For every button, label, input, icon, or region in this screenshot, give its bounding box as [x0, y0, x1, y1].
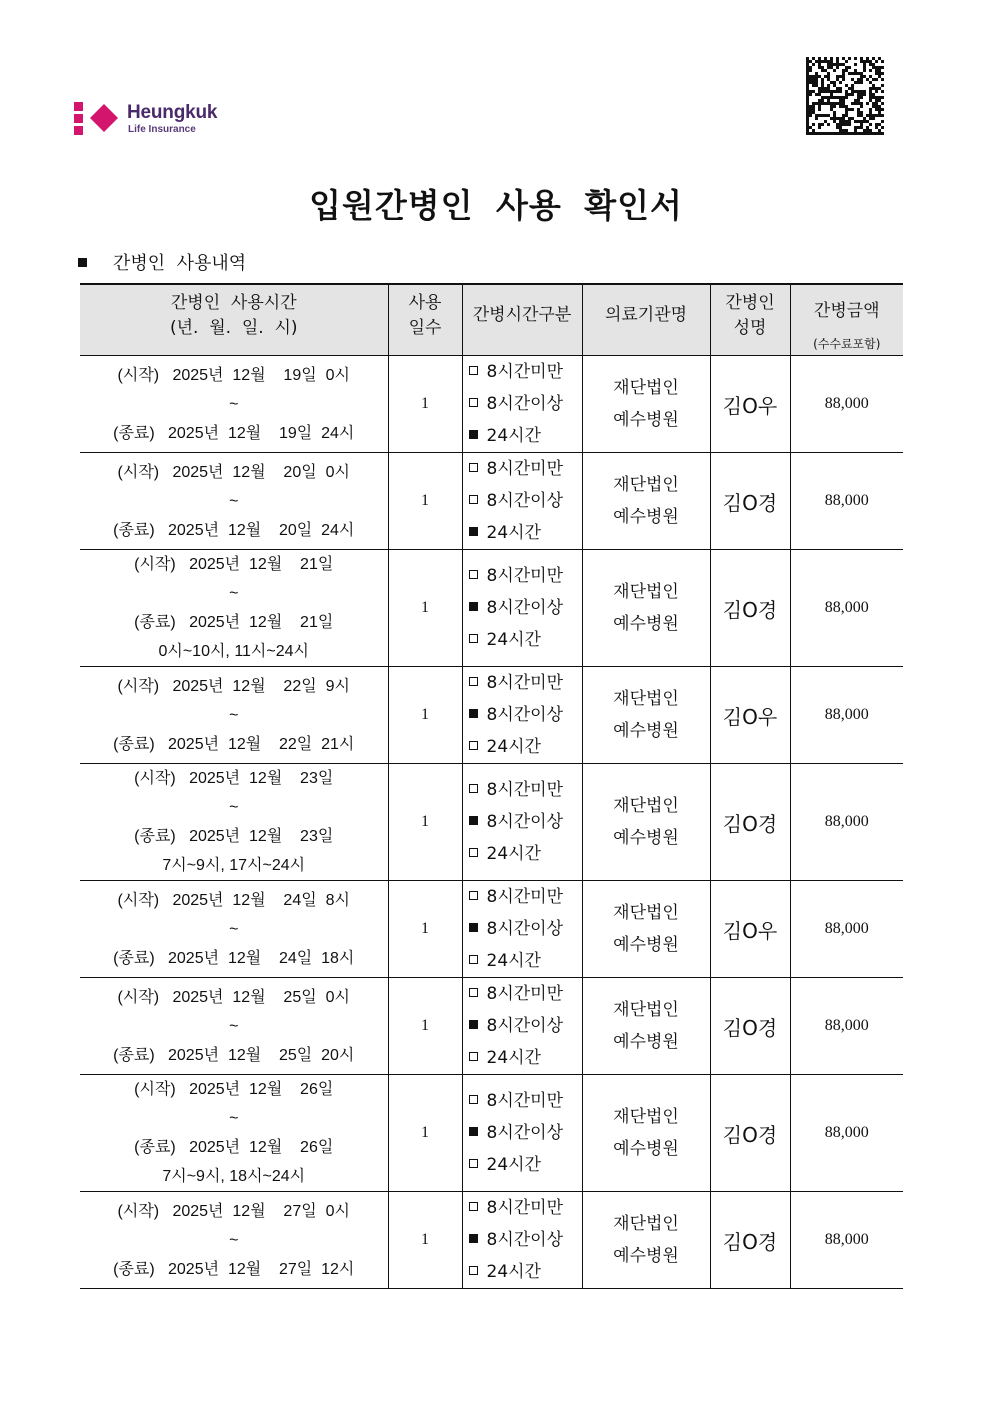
- usage-period-line: (종료) 2025년 12월 23일: [134, 828, 334, 845]
- usage-period-cell: [80, 1192, 388, 1289]
- care-time-category-cell: [462, 1075, 582, 1192]
- days-cell: 1: [388, 764, 462, 881]
- caregiver-name-cell: 김O경: [710, 764, 790, 881]
- hospital-name-line: 재단법인: [613, 1107, 679, 1127]
- care-time-category-cell: [462, 667, 582, 764]
- usage-period-line: (시작) 2025년 12월 21일: [134, 556, 334, 573]
- checked-box-icon: [469, 1234, 478, 1243]
- usage-period-line: (시작) 2025년 12월 26일: [134, 1081, 334, 1098]
- usage-period-line: (종료) 2025년 12월 21일: [134, 614, 334, 631]
- unchecked-box-icon: [469, 1052, 478, 1061]
- hospital-cell: [582, 667, 710, 764]
- care-time-option-label: 8시간미만: [486, 887, 564, 907]
- unchecked-box-icon: [469, 1095, 478, 1104]
- usage-period-cell: [80, 764, 388, 881]
- document-title: 입원간병인 사용 확인서: [309, 186, 683, 225]
- amount-cell: 88,000: [790, 1075, 903, 1192]
- care-time-option: [469, 356, 582, 388]
- unchecked-box-icon: [469, 988, 478, 997]
- amount-cell: 88,000: [790, 356, 903, 453]
- hospital-name-line: 재단법인: [613, 903, 679, 923]
- care-time-option: [469, 731, 582, 763]
- caregiver-name-cell: 김O우: [710, 667, 790, 764]
- usage-period-line: 7시~9시, 18시~24시: [162, 1168, 306, 1185]
- usage-period-line: ~: [229, 706, 239, 724]
- hospital-name-line: 예수병원: [613, 507, 679, 527]
- hospital-name-line: 예수병원: [613, 721, 679, 741]
- usage-period-line: (종료) 2025년 12월 22일 21시: [113, 735, 355, 753]
- unchecked-box-icon: [469, 677, 478, 686]
- care-time-option-label: 8시간이상: [486, 1230, 564, 1250]
- care-time-option-label: 24시간: [486, 1048, 541, 1068]
- unchecked-box-icon: [469, 891, 478, 900]
- unchecked-box-icon: [469, 570, 478, 579]
- care-time-option-label: 8시간미만: [486, 780, 564, 800]
- care-time-category-cell: [462, 881, 582, 978]
- hospital-name-line: 재단법인: [613, 689, 679, 709]
- care-time-option-label: 8시간미만: [486, 459, 564, 479]
- care-time-category-cell: [462, 550, 582, 667]
- usage-period-cell: [80, 356, 388, 453]
- header-amount: 간병금액 (수수료포함): [790, 284, 903, 356]
- unchecked-box-icon: [469, 1266, 478, 1275]
- header-hospital: 의료기관명: [582, 284, 710, 356]
- logo-mark-icon: [74, 100, 124, 136]
- table-row: [80, 453, 903, 550]
- unchecked-box-icon: [469, 366, 478, 375]
- usage-period-line: (시작) 2025년 12월 25일 0시: [117, 988, 350, 1006]
- care-time-option: [469, 1149, 582, 1181]
- care-time-option-label: 8시간이상: [486, 919, 564, 939]
- care-time-option: [469, 806, 582, 838]
- days-cell: 1: [388, 1192, 462, 1289]
- care-time-option: [469, 1010, 582, 1042]
- checked-box-icon: [469, 709, 478, 718]
- hospital-cell: [582, 978, 710, 1075]
- care-time-option-label: 24시간: [486, 523, 541, 543]
- caregiver-name-cell: 김O경: [710, 978, 790, 1075]
- care-time-category-cell: [462, 978, 582, 1075]
- unchecked-box-icon: [469, 784, 478, 793]
- care-time-option: [469, 913, 582, 945]
- care-time-option: [469, 1042, 582, 1074]
- square-bullet-icon: [78, 258, 87, 267]
- usage-period-line: ~: [229, 799, 239, 816]
- usage-period-cell: [80, 1075, 388, 1192]
- care-time-option-label: 8시간미만: [486, 1091, 564, 1111]
- usage-period-cell: [80, 453, 388, 550]
- amount-cell: 88,000: [790, 881, 903, 978]
- usage-period-line: (종료) 2025년 12월 19일 24시: [113, 424, 355, 442]
- table-row: [80, 550, 903, 667]
- usage-period-line: ~: [229, 395, 239, 413]
- usage-period-line: ~: [229, 1017, 239, 1035]
- table-row: [80, 881, 903, 978]
- usage-period-line: (종료) 2025년 12월 27일 12시: [113, 1260, 355, 1278]
- care-time-option-label: 8시간미만: [486, 1198, 564, 1218]
- usage-period-cell: [80, 978, 388, 1075]
- care-time-option-label: 24시간: [486, 630, 541, 650]
- usage-period-line: (시작) 2025년 12월 20일 0시: [117, 463, 350, 481]
- checked-box-icon: [469, 1127, 478, 1136]
- care-time-option: [469, 1085, 582, 1117]
- care-time-option-label: 8시간이상: [486, 705, 564, 725]
- section-label: 간병인 사용내역: [113, 253, 247, 274]
- amount-cell: 88,000: [790, 550, 903, 667]
- usage-period-line: 0시~10시, 11시~24시: [158, 643, 309, 660]
- care-time-option: [469, 945, 582, 977]
- hospital-name-line: 예수병원: [613, 828, 679, 848]
- usage-period-cell: [80, 550, 388, 667]
- usage-period-line: (종료) 2025년 12월 25일 20시: [113, 1046, 355, 1064]
- hospital-cell: [582, 881, 710, 978]
- care-time-option: [469, 485, 582, 517]
- care-time-category-cell: [462, 356, 582, 453]
- usage-period-line: (종료) 2025년 12월 26일: [134, 1139, 334, 1156]
- care-time-option: [469, 592, 582, 624]
- amount-cell: 88,000: [790, 667, 903, 764]
- unchecked-box-icon: [469, 741, 478, 750]
- care-time-option: [469, 453, 582, 485]
- care-time-option-label: 24시간: [486, 1155, 541, 1175]
- usage-period-line: 7시~9시, 17시~24시: [162, 857, 306, 874]
- care-time-option: [469, 1256, 582, 1288]
- header-days: 사용 일수: [388, 284, 462, 356]
- unchecked-box-icon: [469, 495, 478, 504]
- care-time-option: [469, 560, 582, 592]
- care-time-option: [469, 699, 582, 731]
- hospital-name-line: 재단법인: [613, 1000, 679, 1020]
- caregiver-usage-table: [80, 283, 903, 1289]
- care-time-category-cell: [462, 1192, 582, 1289]
- amount-cell: 88,000: [790, 764, 903, 881]
- unchecked-box-icon: [469, 634, 478, 643]
- logo-subtitle: Life Insurance: [128, 124, 196, 135]
- hospital-name-line: 예수병원: [613, 614, 679, 634]
- amount-cell: 88,000: [790, 1192, 903, 1289]
- hospital-name-line: 예수병원: [613, 410, 679, 430]
- table-row: [80, 356, 903, 453]
- usage-period-line: (시작) 2025년 12월 24일 8시: [117, 891, 350, 909]
- hospital-name-line: 예수병원: [613, 1139, 679, 1159]
- care-time-option-label: 8시간이상: [486, 491, 564, 511]
- checked-box-icon: [469, 816, 478, 825]
- hospital-name-line: 예수병원: [613, 935, 679, 955]
- hospital-name-line: 재단법인: [613, 475, 679, 495]
- amount-cell: 88,000: [790, 453, 903, 550]
- unchecked-box-icon: [469, 955, 478, 964]
- hospital-name-line: 예수병원: [613, 1246, 679, 1266]
- caregiver-name-cell: 김O경: [710, 550, 790, 667]
- days-cell: 1: [388, 667, 462, 764]
- hospital-name-line: 재단법인: [613, 378, 679, 398]
- care-time-option: [469, 838, 582, 870]
- care-time-option: [469, 978, 582, 1010]
- logo-name: Heungkuk: [127, 102, 218, 123]
- care-time-option-label: 8시간이상: [486, 1016, 564, 1036]
- care-time-option: [469, 774, 582, 806]
- care-time-option: [469, 1117, 582, 1149]
- care-time-option: [469, 420, 582, 452]
- company-logo: [74, 100, 254, 140]
- usage-period-line: (시작) 2025년 12월 22일 9시: [117, 677, 350, 695]
- hospital-cell: [582, 764, 710, 881]
- care-time-option-label: 24시간: [486, 1262, 541, 1282]
- care-time-option: [469, 1192, 582, 1224]
- usage-period-line: (시작) 2025년 12월 27일 0시: [117, 1202, 350, 1220]
- table-row: [80, 1192, 903, 1289]
- hospital-name-line: 재단법인: [613, 582, 679, 602]
- checked-box-icon: [469, 430, 478, 439]
- care-time-option-label: 24시간: [486, 951, 541, 971]
- days-cell: 1: [388, 1075, 462, 1192]
- care-time-option: [469, 667, 582, 699]
- care-time-option: [469, 624, 582, 656]
- care-time-option-label: 8시간미만: [486, 984, 564, 1004]
- header-category: 간병시간구분: [462, 284, 582, 356]
- hospital-name-line: 재단법인: [613, 1214, 679, 1234]
- care-time-option-label: 8시간미만: [486, 673, 564, 693]
- days-cell: 1: [388, 881, 462, 978]
- usage-period-cell: [80, 881, 388, 978]
- table-row: [80, 764, 903, 881]
- table-row: [80, 1075, 903, 1192]
- checked-box-icon: [469, 1020, 478, 1029]
- usage-period-line: ~: [229, 920, 239, 938]
- care-time-option: [469, 517, 582, 549]
- usage-period-line: (종료) 2025년 12월 24일 18시: [113, 949, 355, 967]
- care-time-category-cell: [462, 764, 582, 881]
- hospital-cell: [582, 1075, 710, 1192]
- hospital-cell: [582, 453, 710, 550]
- checked-box-icon: [469, 527, 478, 536]
- unchecked-box-icon: [469, 398, 478, 407]
- usage-period-line: ~: [229, 1231, 239, 1249]
- days-cell: 1: [388, 453, 462, 550]
- care-time-option-label: 8시간이상: [486, 598, 564, 618]
- caregiver-name-cell: 김O경: [710, 453, 790, 550]
- usage-period-line: ~: [229, 1110, 239, 1127]
- table-row: [80, 978, 903, 1075]
- days-cell: 1: [388, 356, 462, 453]
- care-time-option-label: 8시간미만: [486, 566, 564, 586]
- hospital-cell: [582, 1192, 710, 1289]
- caregiver-name-cell: 김O경: [710, 1075, 790, 1192]
- care-time-option-label: 24시간: [486, 426, 541, 446]
- usage-period-line: ~: [229, 492, 239, 510]
- caregiver-name-cell: 김O경: [710, 1192, 790, 1289]
- care-time-option-label: 8시간이상: [486, 1123, 564, 1143]
- usage-period-cell: [80, 667, 388, 764]
- usage-period-line: (시작) 2025년 12월 19일 0시: [117, 366, 350, 384]
- header-period: 간병인 사용시간 (년. 월. 일. 시): [80, 284, 388, 356]
- usage-period-line: ~: [229, 585, 239, 602]
- qr-code-icon: [806, 57, 884, 135]
- care-time-option-label: 8시간이상: [486, 394, 564, 414]
- unchecked-box-icon: [469, 848, 478, 857]
- caregiver-name-cell: 김O우: [710, 881, 790, 978]
- care-time-option-label: 8시간이상: [486, 812, 564, 832]
- care-time-option-label: 24시간: [486, 844, 541, 864]
- days-cell: 1: [388, 978, 462, 1075]
- hospital-name-line: 재단법인: [613, 796, 679, 816]
- usage-period-line: (시작) 2025년 12월 23일: [134, 770, 334, 787]
- checked-box-icon: [469, 923, 478, 932]
- care-time-option-label: 24시간: [486, 737, 541, 757]
- care-time-option: [469, 1224, 582, 1256]
- header-caregiver-name: 간병인 성명: [710, 284, 790, 356]
- table-row: [80, 667, 903, 764]
- care-time-option: [469, 388, 582, 420]
- caregiver-name-cell: 김O우: [710, 356, 790, 453]
- hospital-cell: [582, 550, 710, 667]
- unchecked-box-icon: [469, 1202, 478, 1211]
- hospital-name-line: 예수병원: [613, 1032, 679, 1052]
- table-header-row: [80, 284, 903, 356]
- care-time-category-cell: [462, 453, 582, 550]
- unchecked-box-icon: [469, 463, 478, 472]
- care-time-option-label: 8시간미만: [486, 362, 564, 382]
- hospital-cell: [582, 356, 710, 453]
- amount-cell: 88,000: [790, 978, 903, 1075]
- usage-period-line: (종료) 2025년 12월 20일 24시: [113, 521, 355, 539]
- care-time-option: [469, 881, 582, 913]
- section-heading: [78, 249, 246, 275]
- checked-box-icon: [469, 602, 478, 611]
- days-cell: 1: [388, 550, 462, 667]
- unchecked-box-icon: [469, 1159, 478, 1168]
